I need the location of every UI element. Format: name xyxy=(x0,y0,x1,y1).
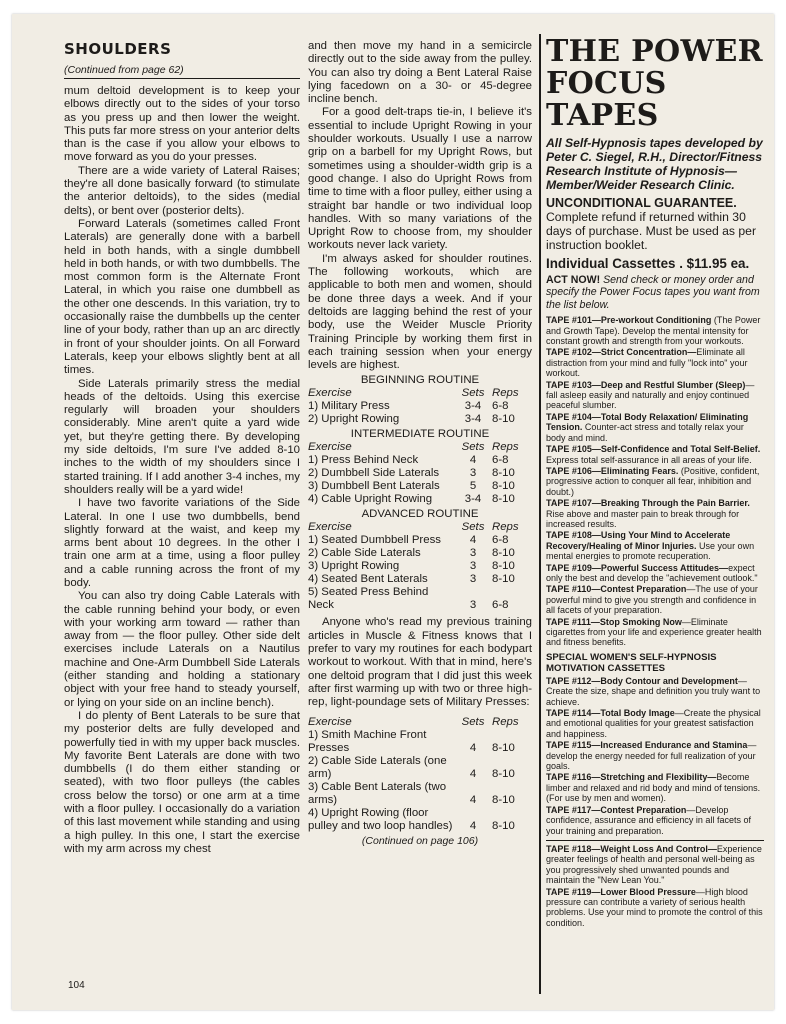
continued-from-note: (Continued from page 62) xyxy=(64,64,300,79)
table-row xyxy=(308,560,532,573)
special-heading: SPECIAL WOMEN'S SELF-HYPNOSIS MOTIVATION CASSETTES xyxy=(546,651,717,674)
table-row xyxy=(308,755,532,781)
ad-divider xyxy=(546,840,764,841)
tape-title: TAPE #110—Contest Preparation xyxy=(546,584,687,595)
routine-table-intermediate xyxy=(308,441,532,506)
exercise-cell: 1) Military Press xyxy=(308,400,390,413)
col-header-reps: Reps xyxy=(492,387,519,400)
tape-item xyxy=(546,466,764,497)
col-header-reps: Reps xyxy=(492,441,519,454)
body-paragraph: I'm always asked for shoulder routines. The following workouts, which are applicable to both men and women, should be done three days a week. And if your deltoids are lagging behind the rest of your body, use the Weider Muscle Priority Training Principle by working them first in each training session when your energy levels are highest. xyxy=(308,252,532,372)
exercise-cell: 3) Upright Rowing xyxy=(308,560,400,573)
tape-title: TAPE #114—Total Body Image xyxy=(546,708,675,719)
col-header-reps: Reps xyxy=(492,715,519,728)
exercise-cell: 2) Dumbbell Side Laterals xyxy=(308,467,440,480)
body-paragraph: There are a wide variety of Lateral Raises; they're all done basically forward (to stimulate the anterior deltoids), to the sides (medial delts), or bent over (posterior delts). xyxy=(64,164,300,217)
exercise-cell: 1) Smith Machine Front Presses xyxy=(308,728,427,754)
body-paragraph: I have two favorite variations of the Side Lateral. In one I use two dumbbells, bend slightly forward at the waist, and keep my arms bent about 10 degrees. In the other I train one arm at a time, using a floor pulley and a cable running across the front of my body. xyxy=(64,497,300,589)
exercise-cell: 1) Press Behind Neck xyxy=(308,454,419,467)
exercise-cell: 4) Seated Bent Laterals xyxy=(308,573,428,586)
sets-cell: 5 xyxy=(469,480,477,493)
tape-desc: Rise above and master pain to break through for increased results. xyxy=(546,508,740,529)
routine-title: ADVANCED ROUTINE xyxy=(361,508,479,521)
tape-desc: expect only the best and develop the "achievement outlook." xyxy=(546,562,758,583)
table-row xyxy=(308,586,532,612)
body-paragraph: For a good delt-traps tie-in, I believe it's essential to include Upright Rowing in your shoulder workouts. Usually I use a narrow grip on a barbell for my Upright Rows, but sometimes using a shoulder-width grip is a good change. I also do Upright Rows from time to time with a floor pulley, either using a straight bar handle or two individual loop handles. With so many variations of the Upright Row to choose from, my shoulder workouts never lack variety. xyxy=(308,106,532,252)
routine-title: INTERMEDIATE ROUTINE xyxy=(350,428,490,441)
body-paragraph: and then move my hand in a semicircle directly out to the side away from the pulley. You can also try doing a Bent Lateral Raise lying facedown on a 30- or 45-degree incline bench. xyxy=(308,40,532,106)
tape-title: TAPE #105—Self-Confidence and Total Self-Belief. xyxy=(546,444,761,455)
sets-cell: 3 xyxy=(469,467,477,480)
col-header-sets: Sets xyxy=(461,715,485,728)
sets-cell: 4 xyxy=(469,767,477,780)
reps-cell: 8-10 xyxy=(492,413,515,426)
exercise-cell: 3) Dumbbell Bent Laterals xyxy=(308,480,440,493)
tape-desc: —Create the size, shape and definition you truly want to achieve. xyxy=(546,675,761,707)
body-paragraph: Forward Laterals (sometimes called Front Laterals) are generally done with a barbell held in both hands, with a single dumbbell held in both hands, or with two dumbbells. The most common form is the Alternate Front Lateral, in which you raise one dumbbell as the other one descends. In this variation, try to occasionally raise the dumbbells up the center line of your body, rather than up an arc directly in front of your shoulder joints. On all Forward Laterals, keep your elbows slightly bent at all times. xyxy=(64,217,300,377)
tape-desc: Counter-act stress and totally relax your body and mind. xyxy=(546,422,744,443)
reps-cell: 8-10 xyxy=(492,493,515,506)
tape-item xyxy=(546,772,764,803)
tape-desc: Use your own mental energies to promote recuperation. xyxy=(546,540,755,562)
reps-cell: 6-8 xyxy=(492,534,509,547)
tape-desc: Experience greater feelings of health and personal well-being as you progressively shed unwanted pounds and maintain the "New Lean You." xyxy=(546,843,762,886)
reps-cell: 6-8 xyxy=(492,400,509,413)
ad-subtitle: All Self-Hypnosis tapes developed by Peter C. Siegel, R.H., Director/Fitness Research Institute of Hypnosis—Member/Weider Research Clinic. xyxy=(546,136,763,192)
table-row xyxy=(308,534,532,547)
column-divider xyxy=(539,34,541,994)
sets-cell: 4 xyxy=(469,741,477,754)
body-paragraph: mum deltoid development is to keep your elbows directly out to the sides of your torso as you press up and then lower the weight. This puts far more stress on your anterior delts than is the case if you allow your elbows to move forward as you do your presses. xyxy=(64,85,300,164)
tape-desc: —Create the physical and emotional qualities for your greatest satisfaction and happiness. xyxy=(546,708,761,739)
reps-cell: 8-10 xyxy=(492,547,515,560)
tape-desc: (Positive, confident, progressive action to conquer all fear, inhibition and doubt.) xyxy=(546,465,760,497)
act-now-label: ACT NOW! xyxy=(546,274,601,286)
tape-item xyxy=(546,498,764,529)
tape-item xyxy=(546,584,764,615)
page-number: 104 xyxy=(68,980,85,991)
reps-cell: 8-10 xyxy=(492,560,515,573)
routine-table-weekly xyxy=(308,716,532,833)
refund-text: Complete refund if returned within 30 days of purchase. Must be used as per instruction booklet. xyxy=(546,210,757,252)
tape-title: TAPE #107—Breaking Through the Pain Barrier. xyxy=(546,498,750,509)
tape-title: TAPE #117—Contest Preparation xyxy=(546,804,687,815)
tape-desc: Express total self-assurance in all areas of your life. xyxy=(546,454,752,465)
tape-item xyxy=(546,676,764,707)
reps-cell: 8-10 xyxy=(492,467,515,480)
table-row xyxy=(308,547,532,560)
tape-title: TAPE #115—Increased Endurance and Stamina xyxy=(546,740,748,751)
table-row xyxy=(308,493,532,506)
sets-cell: 3 xyxy=(469,573,477,586)
reps-cell: 6-8 xyxy=(492,454,509,467)
tape-item xyxy=(546,740,764,771)
reps-cell: 6-8 xyxy=(492,599,509,612)
tape-title: TAPE #103—Deep and Restful Slumber (Sleep) xyxy=(546,379,746,390)
tape-desc: —The use of your powerful mind to give you strength and confidence in all facets of your preparation. xyxy=(546,584,758,616)
reps-cell: 8-10 xyxy=(492,741,515,754)
routine-table-advanced xyxy=(308,521,532,612)
ad-title: THE POWER FOCUS TAPES xyxy=(546,34,763,133)
body-paragraph: Side Laterals primarily stress the medial heads of the deltoids. Using this exercise regularly will broaden your shoulders considerably. Mine aren't quite a yard wide yet, but they're getting there. By developing my side deltoids, I'm sure I've added 8-10 inches to the width of my shoulders since I started training. If I add another 3-4 inches, my shoulders really will be a yard wide! xyxy=(64,377,300,496)
exercise-cell: 3) Cable Bent Laterals (two arms) xyxy=(308,780,447,806)
table-row xyxy=(308,454,532,467)
tape-desc: —Develop confidence, assurance and efficiency in all facets of your training and preparation. xyxy=(546,804,751,836)
tape-title: TAPE #119—Lower Blood Pressure xyxy=(546,886,696,897)
section-heading: SHOULDERS xyxy=(64,40,172,58)
tape-item xyxy=(546,444,764,465)
table-row xyxy=(308,729,532,755)
sets-cell: 3-4 xyxy=(464,400,482,413)
col-header-sets: Sets xyxy=(461,441,485,454)
col-header-sets: Sets xyxy=(461,521,485,534)
tape-desc: —develop the energy needed for full realization of your goals. xyxy=(546,740,757,772)
tape-item xyxy=(546,708,764,739)
routine-title: BEGINNING ROUTINE xyxy=(360,374,480,387)
tape-item xyxy=(546,805,764,836)
exercise-cell: 4) Cable Upright Rowing xyxy=(308,493,433,506)
table-row xyxy=(308,573,532,586)
body-paragraph: Anyone who's read my previous training articles in Muscle & Fitness knows that I prefer to vary my routines for each bodypart workout to workout. With that in mind, here's one deltoid program that I did just this week after first warming up with two or three high-rep, light-poundage sets of Military Presses: xyxy=(308,616,532,709)
sets-cell: 3 xyxy=(469,599,477,612)
table-row xyxy=(308,807,532,833)
tape-title: TAPE #118—Weight Loss And Control— xyxy=(546,843,717,854)
tape-item xyxy=(546,412,764,443)
tape-list xyxy=(546,315,764,648)
tape-title: TAPE #106—Eliminating Fears. xyxy=(546,465,679,476)
sets-cell: 4 xyxy=(469,793,477,806)
exercise-cell: 4) Upright Rowing (floor pulley and two loop handles) xyxy=(308,806,453,832)
table-row xyxy=(308,400,532,413)
tape-item xyxy=(546,563,764,584)
tape-title: TAPE #109—Powerful Success Attitudes— xyxy=(546,562,729,573)
table-row xyxy=(308,413,532,426)
exercise-cell: 5) Seated Press Behind Neck xyxy=(308,586,429,612)
tape-item xyxy=(546,530,764,561)
col-header-reps: Reps xyxy=(492,521,519,534)
women-tape-list xyxy=(546,676,764,836)
reps-cell: 8-10 xyxy=(492,573,515,586)
tape-desc: Eliminate all distraction from your mind and fully "lock into" your workout. xyxy=(546,347,748,379)
extra-tape-list xyxy=(546,844,764,928)
col-header-exercise: Exercise xyxy=(308,387,352,400)
col-header-sets: Sets xyxy=(461,387,485,400)
table-row xyxy=(308,781,532,807)
order-text: Send check or money order and specify the Power Focus tapes you want from the list below. xyxy=(546,274,760,311)
price-line: Individual Cassettes . $11.95 ea. xyxy=(546,256,750,271)
table-row xyxy=(308,467,532,480)
body-paragraph: You can also try doing Cable Laterals with the cable running behind your body, or even with your working arm toward — rather than away from — the floor pulley. Other side delt exercises include Laterals on a Nautilus machine and One-Arm Dumbbell Side Laterals (either standing and holding a stationary object with your free hand to steady yourself, or lying on your side on an incline bench). xyxy=(64,590,300,709)
sets-cell: 3 xyxy=(469,547,477,560)
table-row xyxy=(308,480,532,493)
tape-desc: —High blood pressure can contribute a variety of serious health problems. Use your mind to promote the control of this condition. xyxy=(546,886,763,928)
tape-title: TAPE #116—Stretching and Flexibility— xyxy=(546,772,717,783)
sets-cell: 3-4 xyxy=(464,493,482,506)
sets-cell: 4 xyxy=(469,454,477,467)
reps-cell: 8-10 xyxy=(492,819,515,832)
exercise-cell: 2) Cable Side Laterals (one arm) xyxy=(308,754,447,780)
sets-cell: 3-4 xyxy=(464,413,482,426)
col-header-exercise: Exercise xyxy=(308,715,352,728)
tape-item xyxy=(546,380,764,411)
tape-title: TAPE #112—Body Contour and Development xyxy=(546,675,738,686)
continued-on-note: (Continued on page 106) xyxy=(361,834,479,847)
tape-desc: —fall asleep easily and naturally and enjoy continued peaceful slumber. xyxy=(546,379,755,411)
tape-desc: —Eliminate cigarettes from your life and experience greater health and fitness benefits. xyxy=(546,616,762,648)
tape-item xyxy=(546,844,764,886)
tape-title: TAPE #108—Using Your Mind to Accelerate Recovery/Healing of Minor Injuries. xyxy=(546,530,731,551)
order-instructions xyxy=(546,274,764,311)
article-column-middle xyxy=(308,40,532,847)
exercise-cell: 2) Cable Side Laterals xyxy=(308,547,421,560)
tape-item xyxy=(546,617,764,648)
reps-cell: 8-10 xyxy=(492,793,515,806)
guarantee-heading: UNCONDITIONAL GUARANTEE. xyxy=(546,196,737,210)
sets-cell: 4 xyxy=(469,819,477,832)
tape-item xyxy=(546,347,764,378)
reps-cell: 8-10 xyxy=(492,480,515,493)
tape-title: TAPE #111—Stop Smoking Now xyxy=(546,616,682,627)
magazine-page xyxy=(12,14,774,1010)
tape-desc: (The Power and Growth Tape). Develop the mental intensity for constant growth and strength from your workouts. xyxy=(546,315,761,347)
tape-item xyxy=(546,887,764,929)
exercise-cell: 1) Seated Dumbbell Press xyxy=(308,534,441,547)
tape-title: TAPE #104—Total Body Relaxation/ Eliminating Tension. xyxy=(546,411,749,433)
article-column-left xyxy=(64,40,300,856)
reps-cell: 8-10 xyxy=(492,767,515,780)
sets-cell: 3 xyxy=(469,560,477,573)
tape-title: TAPE #101—Pre-workout Conditioning xyxy=(546,315,712,326)
tape-item xyxy=(546,315,764,346)
tape-desc: Become limber and relaxed and rid body and mind of tensions. (For use by men and women). xyxy=(546,772,761,804)
col-header-exercise: Exercise xyxy=(308,441,352,454)
col-header-exercise: Exercise xyxy=(308,521,352,534)
exercise-cell: 2) Upright Rowing xyxy=(308,413,400,426)
advertisement xyxy=(546,36,764,929)
sets-cell: 4 xyxy=(469,534,477,547)
tape-title: TAPE #102—Strict Concentration— xyxy=(546,347,697,358)
routine-table-beginning xyxy=(308,387,532,426)
body-paragraph: I do plenty of Bent Laterals to be sure that my posterior delts are fully developed and powerfully tied in with my upper back muscles. My favorite Bent Laterals are done with two dumbbells (I do them either standing or seated), with two floor pulleys (the cables cross below the torso) or one arm at a time with a floor pulley. I occasionally do a variation of this last movement while standing and using a high pulley. In this one, I start the exercise with my arm across my chest xyxy=(64,709,300,855)
